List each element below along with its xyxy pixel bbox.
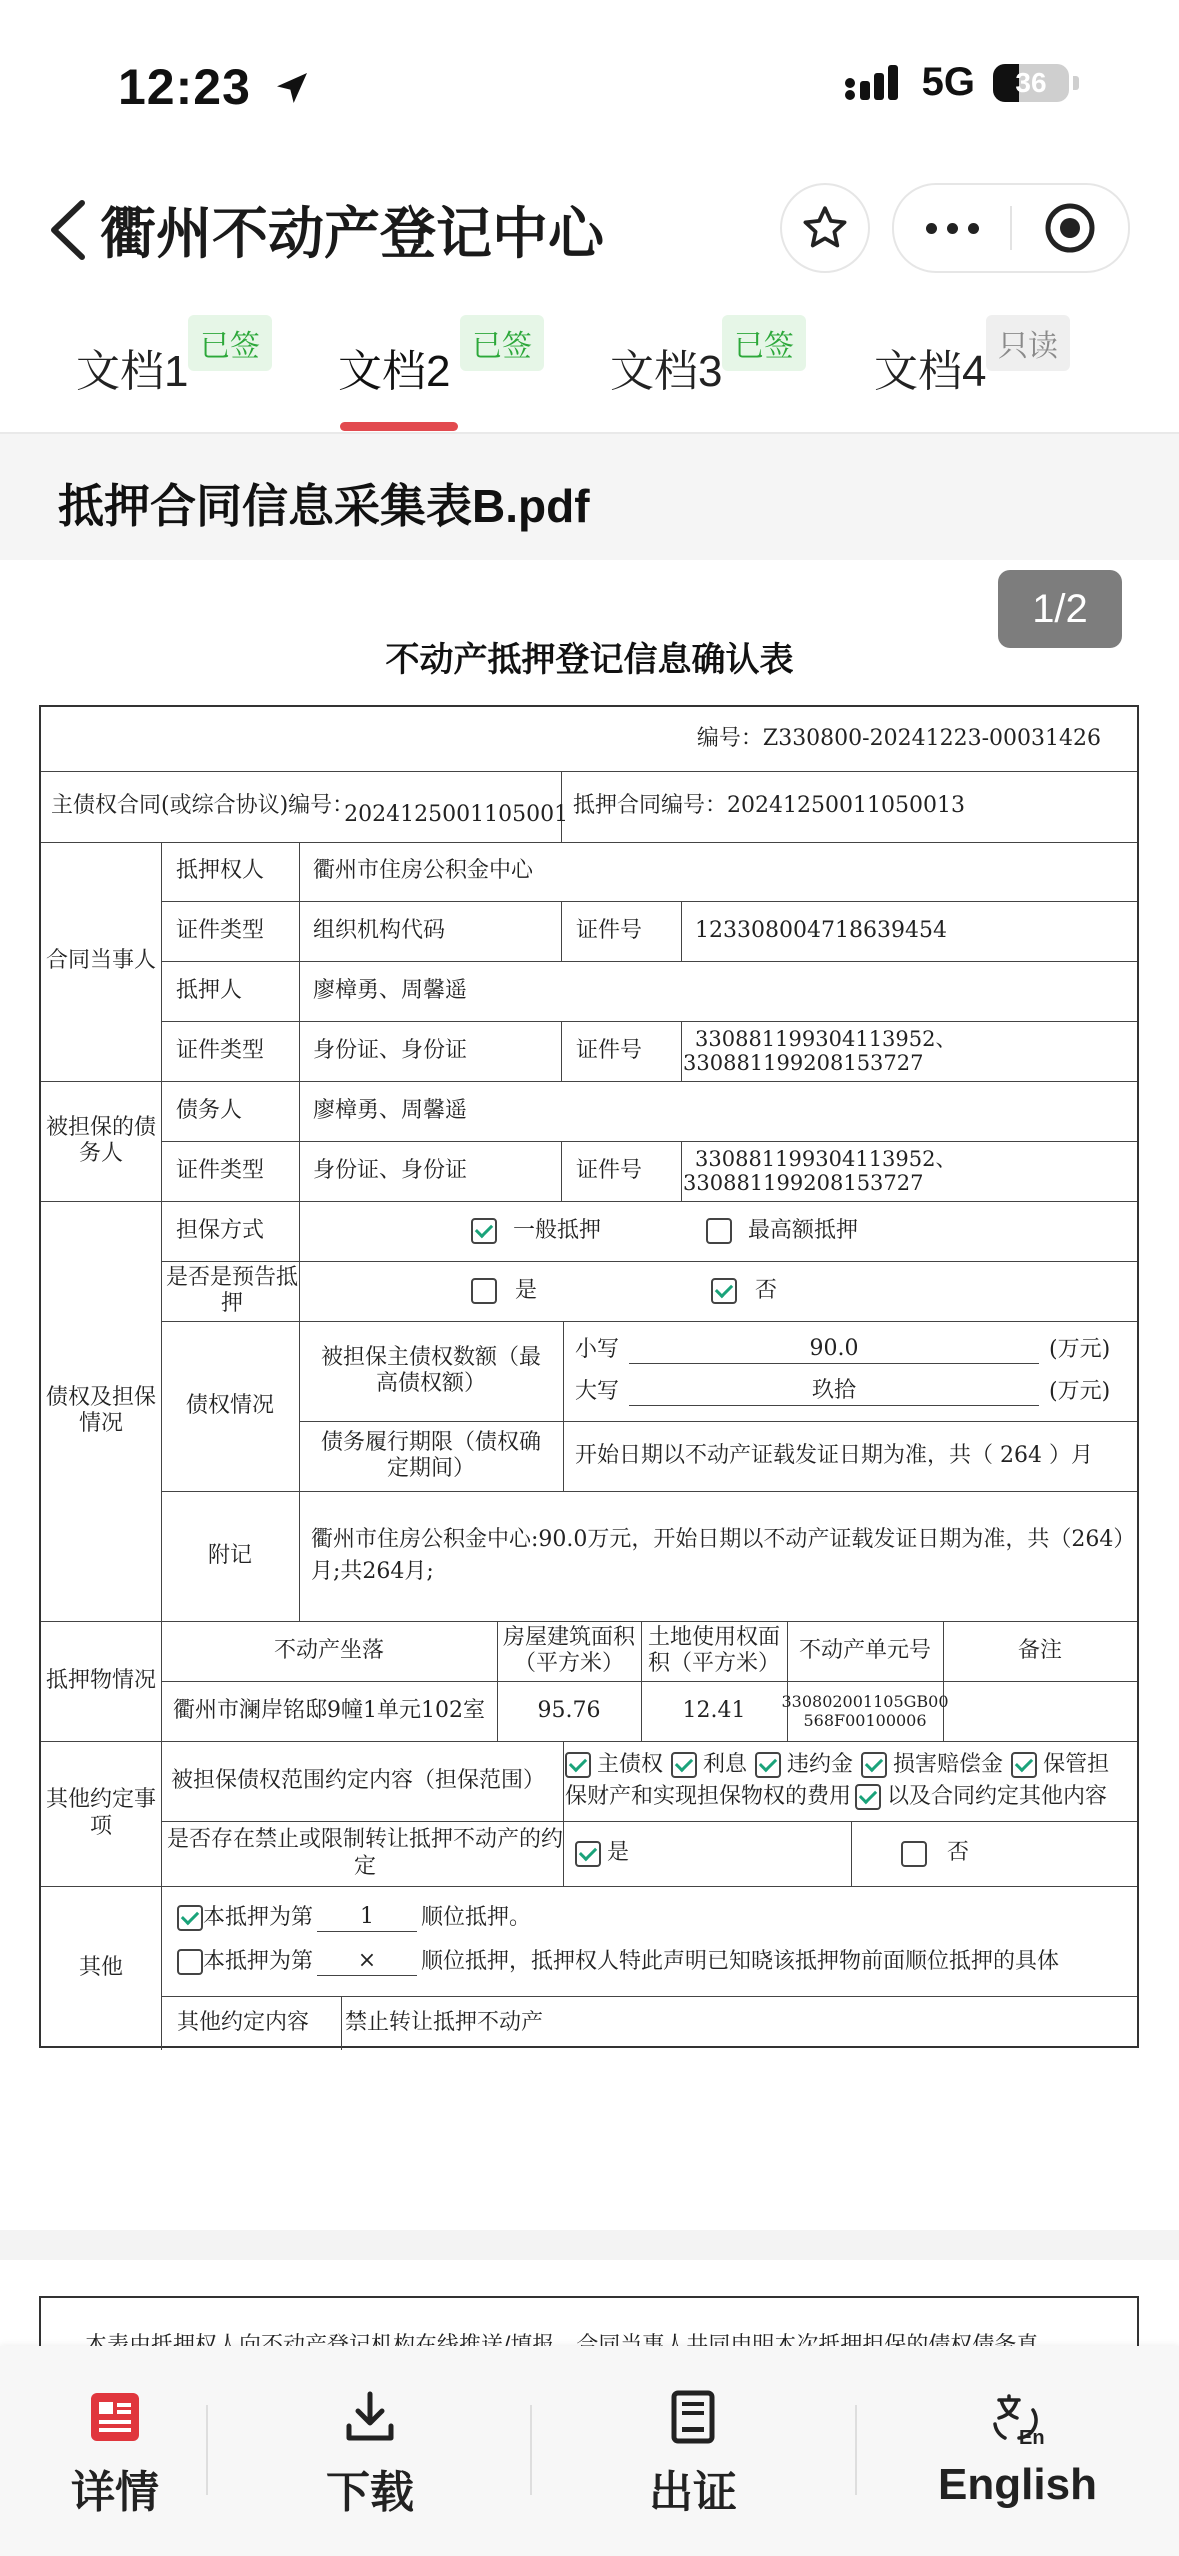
lower-value: 90.0 [629,1336,1039,1363]
note-label: 附记 [207,1542,252,1568]
presale-yes-option [471,1261,671,1321]
land-area-value: 12.41 [682,1697,746,1723]
remark-label: 备注 [1017,1637,1062,1663]
cert-type-label: 证件类型 [176,1037,265,1063]
certificate-icon [666,2390,720,2444]
other-label: 其他 [78,1954,123,1980]
mortgagee-value: 衢州市住房公积金中心 [313,858,534,884]
language-button[interactable] [925,2390,1110,2510]
restrict-no-option [901,1821,1131,1886]
details-label: 详情 [71,2468,159,2517]
period-label: 债务履行期限（债权确定期间） [320,1429,541,1481]
secured-debtor-label: 被担保的债务人 [45,1114,156,1166]
mortgagor-cert-type: 身份证、身份证 [313,1037,468,1063]
battery-level: 36 [1015,66,1047,98]
yes-label: 是 [515,1277,538,1303]
rank-1-suffix: 顺位抵押。 [421,1904,532,1930]
toolbar-divider [530,2405,532,2495]
mortgagor-cert-no-1: 330881199304113952、 [695,1026,957,1051]
checkbox-unchecked [901,1841,927,1867]
upper-value: 玖拾 [629,1378,1039,1405]
yes-label: 是 [607,1840,630,1866]
upper-amount-row [575,1371,1135,1413]
tab-badge-readonly: 只读 [986,315,1070,371]
certificate-label: 出证 [649,2468,737,2517]
parties-label: 合同当事人 [45,948,156,974]
mortgagor-value: 廖樟勇、周馨遥 [313,977,468,1003]
checkbox-checked [177,1905,203,1931]
building-area-value: 95.76 [537,1697,601,1723]
building-area-label: 房屋建筑面积（平方米） [502,1624,635,1676]
mortgagor-label: 抵押人 [176,977,243,1003]
location-value: 衢州市澜岸铭邸9幢1单元102室 [173,1697,485,1723]
cert-no-label: 证件号 [576,1157,643,1183]
rank-1-value: 1 [317,1904,417,1931]
checkbox-checked [711,1278,737,1304]
page-title: 衢州不动产登记中心 [100,202,604,265]
language-label: English [938,2460,1097,2509]
no-label: 否 [755,1277,778,1303]
guarantee-method-label: 担保方式 [176,1217,265,1243]
checkbox-unchecked [706,1218,732,1244]
form-number: 编号：Z330800-20241223-00031426 [696,725,1101,751]
scope-principal: 主债权 [597,1751,664,1777]
cert-no-label: 证件号 [576,917,643,943]
download-button[interactable] [275,2390,465,2520]
lower-amount-row [575,1329,1135,1371]
scope-damages: 损害赔偿金 [893,1751,1004,1777]
page-gap [0,2230,1179,2260]
location-arrow-icon [272,68,312,108]
max-mortgage-label: 最高额抵押 [748,1217,859,1243]
max-mortgage-option [706,1201,1006,1261]
active-tab-indicator [340,422,458,431]
unit-no-value-1: 330802001105GB00 [781,1691,949,1711]
tab-badge-signed: 已签 [460,315,544,371]
mortgage-contract-field: 抵押合同编号：20241250011050013 [573,793,965,819]
main-contract-value: 2024125001105001 [344,802,569,828]
star-icon [800,203,850,253]
network-label: 5G [921,60,975,104]
debtor-label: 债务人 [176,1097,243,1123]
status-time [118,58,312,116]
language-icon [989,2390,1047,2448]
claims-label: 债权及担保情况 [45,1384,156,1436]
unit-label: (万元) [1049,1378,1111,1404]
details-icon [88,2390,142,2444]
mortgagee-cert-type: 组织机构代码 [313,917,446,943]
scope-interest: 利息 [703,1751,748,1777]
page-indicator: 1/2 [998,570,1122,648]
mortgagee-cert-no: 123308004718639454 [695,917,947,943]
form-title: 不动产抵押登记信息确认表 [385,640,794,680]
checkbox-checked [565,1752,591,1778]
svg-text:En: En [1018,2427,1045,2448]
unit-no-value [781,1681,949,1741]
certificate-button[interactable] [598,2390,788,2520]
restrict-yes-option [575,1821,845,1886]
main-contract-field [51,771,569,842]
other-content-label: 其他约定内容 [177,2009,310,2035]
unit-label: (万元) [1049,1336,1111,1362]
note-value: 衢州市住房公积金中心:90.0万元，开始日期以不动产证载发证日期为准，共（264）月;共264月; [311,1527,1125,1584]
rank-2-value: × [317,1948,417,1975]
battery-icon [993,64,1069,102]
status-time-text: 12:23 [118,59,251,115]
claim-amount-label: 被担保主债权数额（最高债权额） [320,1344,541,1396]
rank-row-2 [177,1941,1137,1983]
tab-document-1[interactable]: 文档1 [76,347,189,396]
land-area-label: 土地使用权面积（平方米） [647,1624,780,1676]
checkbox-checked [861,1752,887,1778]
tab-document-2[interactable]: 文档2 [338,347,451,396]
confirmation-form [39,705,1139,2048]
main-contract-label: 主债权合同(或综合协议)编号： [51,793,355,819]
download-label: 下载 [326,2468,414,2517]
debtor-cert-no-2: 330881199208153727 [683,1171,924,1195]
status-indicators [844,60,1079,105]
download-icon [343,2390,397,2444]
cert-type-label: 证件类型 [176,1157,265,1183]
debtor-cert-type: 身份证、身份证 [313,1157,468,1183]
scope-label: 被担保债权范围约定内容（担保范围） [171,1767,546,1793]
tab-badge-signed: 已签 [722,315,806,371]
scope-custody: 保管担 [1043,1751,1110,1777]
cert-no-label: 证件号 [576,1037,643,1063]
favorite-button[interactable] [780,183,870,273]
lower-label: 小写 [575,1336,620,1362]
restrict-label: 是否存在禁止或限制转让抵押不动产的约定 [167,1827,564,1879]
cert-type-label: 证件类型 [176,917,265,943]
rank-prefix: 本抵押为第 [203,1904,314,1930]
tab-document-3[interactable]: 文档3 [610,347,723,396]
checkbox-checked [855,1784,881,1810]
checkbox-checked [671,1752,697,1778]
more-button[interactable] [894,223,1010,234]
presale-label: 是否是预告抵押 [165,1264,298,1316]
close-miniprogram-button[interactable] [1012,201,1128,255]
other-content-value: 禁止转让抵押不动产 [345,2009,544,2035]
checkbox-unchecked [471,1278,497,1304]
scope-custody-cont: 保财产和实现担保物权的费用 [565,1784,852,1809]
general-mortgage-label: 一般抵押 [513,1217,602,1243]
rank-row-1 [177,1897,1137,1939]
checkbox-unchecked [177,1949,203,1975]
mortgagor-cert-no [683,1021,1133,1081]
miniprogram-capsule [892,183,1130,273]
file-name: 抵押合同信息采集表B.pdf [58,480,590,532]
unit-no-label: 不动产单元号 [798,1637,931,1663]
presale-no-option [711,1261,911,1321]
scope-options [565,1741,1137,1821]
location-label: 不动产坐落 [273,1637,384,1663]
checkbox-checked [755,1752,781,1778]
mortgagee-label: 抵押权人 [176,858,265,884]
debtor-value: 廖樟勇、周馨遥 [313,1097,468,1123]
rank-2-suffix: 顺位抵押，抵押权人特此声明已知晓该抵押物前面顺位抵押的具体 [421,1948,1060,1974]
toolbar-divider [855,2405,857,2495]
unit-no-value-2: 568F00100006 [803,1711,927,1730]
scope-other: 以及合同约定其他内容 [887,1784,1108,1809]
back-button[interactable] [40,195,100,265]
rank-prefix: 本抵押为第 [203,1948,314,1974]
other-agreement-label: 其他约定事项 [45,1787,156,1839]
checkbox-checked [471,1218,497,1244]
toolbar-divider [206,2405,208,2495]
mortgagor-cert-no-2: 330881199208153727 [683,1051,924,1075]
tab-badge-signed: 已签 [188,315,272,371]
collateral-label: 抵押物情况 [45,1667,156,1693]
checkbox-checked [1011,1752,1037,1778]
debtor-cert-no [683,1141,1133,1201]
checkbox-checked [575,1841,601,1867]
upper-label: 大写 [575,1378,620,1404]
target-icon [1043,201,1097,255]
claim-status-label: 债权情况 [185,1392,274,1418]
period-value: 开始日期以不动产证载发证日期为准，共（ 264 ）月 [575,1442,1093,1468]
chevron-left-icon [40,195,100,265]
no-label: 否 [947,1840,970,1866]
debtor-cert-no-1: 330881199304113952、 [695,1146,957,1171]
scope-penalty: 违约金 [787,1751,854,1777]
signal-icon [844,63,904,103]
details-button[interactable] [20,2390,210,2520]
tab-document-4[interactable]: 文档4 [874,347,987,396]
